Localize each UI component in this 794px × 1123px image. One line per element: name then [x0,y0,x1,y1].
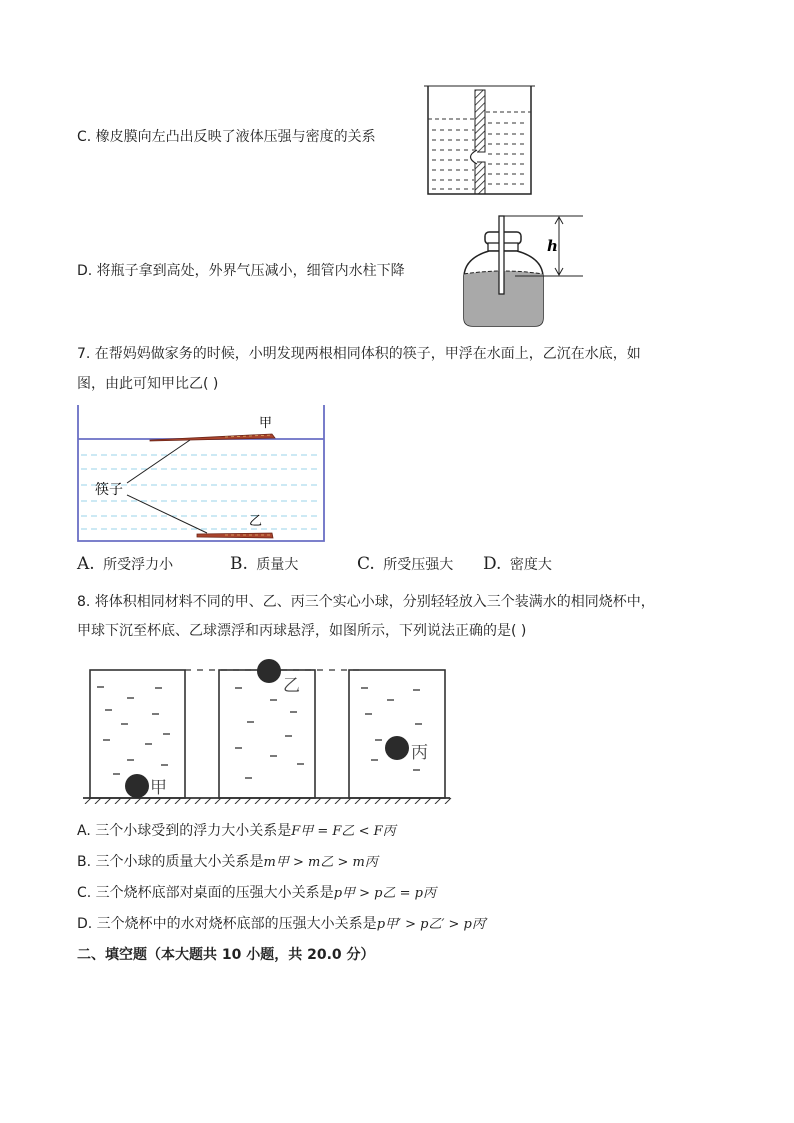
q8-stem-line1: 8. 将体积相同材料不同的甲、乙、丙三个实心小球，分别轻轻放入三个装满水的相同烧杯中， [77,594,655,610]
q7-option-d: D. 密度大 [483,554,552,574]
ball-label-bing: 丙 [411,743,428,763]
q8-stem-line2: 甲球下沉至杯底、乙球漂浮和丙球悬浮，如图所示，下列说法正确的是( ) [77,623,527,639]
q8-option-c-math: p甲 > p乙 = p丙 [333,886,436,901]
q8-figure-beakers [75,652,455,804]
q8-option-a-math: F甲 = F乙 < F丙 [291,824,396,839]
q7-stem-line1: 7. 在帮妈妈做家务的时候，小明发现两根相同体积的筷子，甲浮在水面上，乙沉在水底，如 [77,346,641,362]
ball-label-jia: 甲 [150,778,167,798]
q7-option-b: B. 质量大 [230,554,299,574]
q8-option-a: A. 三个小球受到的浮力大小关系是F甲 = F乙 < F丙 [77,823,396,839]
q6-figure-d-bottle [455,210,585,330]
q7-option-a: A. 所受浮力小 [77,554,174,574]
section-2-heading: 二、填空题（本大题共 10 小题，共 20.0 分） [77,947,375,963]
q8-option-d-math: p甲′ > p乙′ > p丙′ [376,917,488,932]
q7-option-c: C. 所受压强大 [357,554,454,574]
q8-option-b-math: m甲 > m乙 > m丙 [263,855,378,870]
label-yi: 乙 [249,514,263,529]
q6-option-d: D. 将瓶子拿到高处，外界气压减小，细管内水柱下降 [77,263,405,279]
height-label: h [547,237,558,255]
q6-option-c: C. 橡皮膜向左凸出反映了液体压强与密度的关系 [77,129,376,145]
ball-label-yi: 乙 [283,676,300,696]
label-jia: 甲 [259,416,273,431]
q6-figure-c-container-membrane [420,82,540,200]
label-chopsticks: 筷子 [95,482,123,498]
q8-option-c: C. 三个烧杯底部对桌面的压强大小关系是p甲 > p乙 = p丙 [77,885,436,901]
q7-stem-line2: 图，由此可知甲比乙( ) [77,376,219,392]
q7-figure-chopsticks [75,403,330,545]
q8-option-b: B. 三个小球的质量大小关系是m甲 > m乙 > m丙 [77,854,378,870]
q8-option-d: D. 三个烧杯中的水对烧杯底部的压强大小关系是p甲′ > p乙′ > p丙′ [77,916,488,932]
